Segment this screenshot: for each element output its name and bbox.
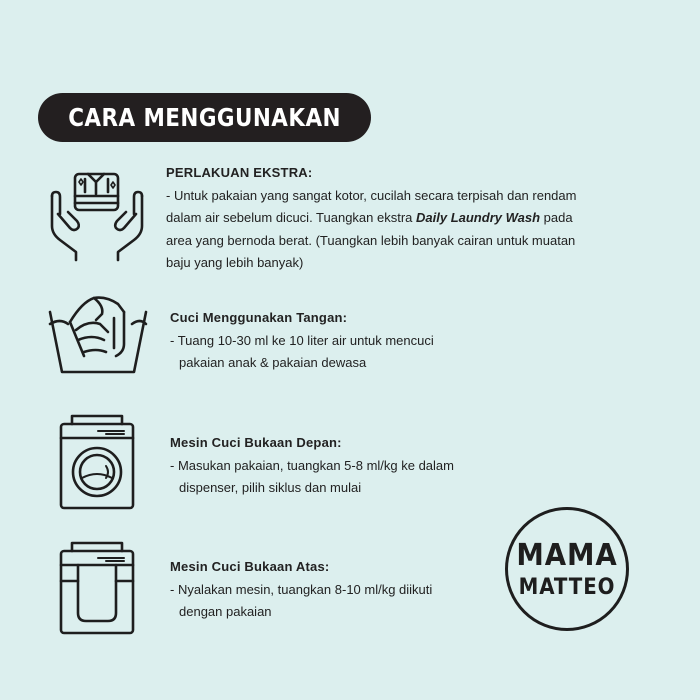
instruction-line: - Untuk pakaian yang sangat kotor, cucilah secara terpisah dan rendam (166, 187, 577, 203)
section-heading: Mesin Cuci Bukaan Atas: (170, 559, 330, 574)
instruction-text: pada (540, 210, 573, 225)
section-perlakuan-ekstra (166, 162, 576, 275)
hand-wash-basin-icon (48, 294, 148, 376)
section-heading: Cuci Menggunakan Tangan: (170, 310, 348, 325)
instruction-line (166, 207, 576, 230)
instruction-line: - Nyalakan mesin, tuangkan 8-10 ml/kg diikuti (170, 581, 433, 597)
instruction-text: dalam air sebelum dicuci. Tuangkan ekstra (166, 210, 417, 225)
section-mesin-bukaan-atas (170, 556, 432, 624)
section-cuci-tangan (170, 307, 434, 375)
section-mesin-bukaan-depan (170, 432, 454, 500)
section-heading: PERLAKUAN EKSTRA: (166, 165, 313, 180)
front-load-washer-icon (58, 414, 136, 510)
logo-text-line1: MAMA (516, 538, 618, 573)
section-heading: Mesin Cuci Bukaan Depan: (170, 435, 342, 450)
instruction-line: - Masukan pakaian, tuangkan 5-8 ml/kg ke dalam (170, 457, 454, 473)
top-load-washer-icon (58, 541, 136, 635)
logo-text-line2: MATTEO (518, 575, 616, 600)
page-title: CARA MENGGUNAKAN (68, 103, 341, 132)
instruction-line: - Tuang 10-30 ml ke 10 liter air untuk mencuci (170, 332, 434, 348)
instruction-line: baju yang lebih banyak) (166, 255, 304, 270)
mama-matteo-logo (505, 507, 629, 631)
instruction-line: area yang bernoda berat. (Tuangkan lebih banyak cairan untuk muatan (166, 232, 576, 248)
instruction-line: pakaian anak & pakaian dewasa (179, 355, 367, 370)
product-name: Daily Laundry Wash (416, 210, 541, 225)
hands-holding-shirt-icon (48, 170, 146, 262)
title-banner (38, 93, 371, 142)
instruction-line: dispenser, pilih siklus dan mulai (179, 480, 362, 495)
instruction-line: dengan pakaian (179, 604, 272, 619)
